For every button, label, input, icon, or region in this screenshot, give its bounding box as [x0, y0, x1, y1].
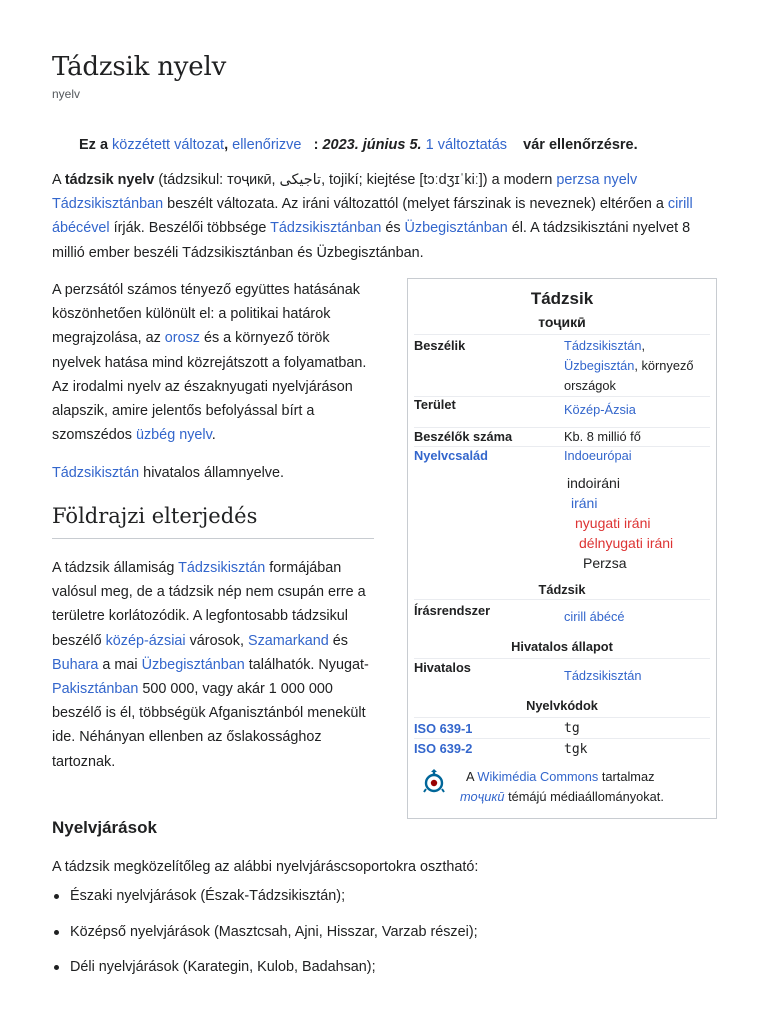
link-irani[interactable]: iráni [571, 495, 598, 511]
link-indoeuropai[interactable]: Indoeurópai [564, 448, 632, 463]
link-uzbegisztan-ib[interactable]: Üzbegisztán [564, 358, 635, 373]
infobox-title: Tádzsik [530, 289, 594, 308]
infobox-row-area: Terület Közép-Ázsia [414, 396, 710, 430]
section-heading-geography: Földrajzi elterjedés [52, 504, 374, 539]
link-uzbeg-nyelv[interactable]: üzbég nyelv [135, 427, 212, 444]
infobox-row-iso1: ISO 639-1 tg [414, 717, 710, 738]
infobox-row-script: Írásrendszer cirill ábécé [414, 599, 710, 630]
link-nyugati-irani[interactable]: nyugati iráni [575, 515, 651, 531]
tree-level-1: indoiráni [567, 475, 620, 491]
infobox-row-iso2: ISO 639-2 tgk [414, 738, 710, 759]
published-version-link[interactable]: közzétett változat [112, 137, 225, 153]
list-item: Déli nyelvjárások (Karategin, Kulob, Badahsan); [52, 955, 478, 991]
infobox-row-official: Hivatalos Tádzsikisztán [414, 658, 710, 695]
link-iso-639-1[interactable]: ISO 639-1 [414, 721, 473, 736]
link-uzbegisztanban[interactable]: Üzbegisztánban [404, 220, 508, 237]
infobox-row-spoken: Beszélik Tádzsikisztán, Üzbegisztán, környező országok [414, 334, 710, 397]
dialects-list [52, 884, 478, 991]
link-tadzsikisztanban-2[interactable]: Tádzsikisztánban [270, 220, 382, 237]
link-perzsa-nyelv[interactable]: perzsa nyelv [556, 172, 638, 188]
link-kozep-azsiai[interactable]: közép-ázsiai [105, 632, 186, 649]
wikimedia-commons-icon[interactable] [422, 769, 446, 795]
review-notice: Ez a közzétett változat, ellenőrizve : 2023. június 5. 1 változtatás vár ellenőrzésre. [79, 137, 638, 153]
link-wikimedia-commons[interactable]: Wikimédia Commons [477, 769, 599, 784]
tree-language-name: Tádzsik [538, 582, 586, 597]
link-delnyugati-irani[interactable]: délnyugati iráni [579, 535, 674, 551]
commons-notice: A Wikimédia Commons tartalmaz тоҷикӣ témájú médiaállományokat. [460, 769, 664, 804]
list-item: Középső nyelvjárások (Masztcsah, Ajni, Hisszar, Varzab részei); [52, 920, 478, 956]
link-buhara[interactable]: Buhara [52, 656, 99, 673]
link-tadzsikisztan[interactable]: Tádzsikisztán [52, 465, 140, 481]
link-nyelvcsalad[interactable]: Nyelvcsalád [414, 448, 488, 463]
changes-link[interactable]: 1 változtatás [425, 137, 508, 153]
link-cirill-abece-ib[interactable]: cirill ábécé [564, 609, 625, 624]
link-commons-topic[interactable]: тоҷикӣ [460, 789, 505, 804]
list-item: Északi nyelvjárások (Észak-Tádzsikisztán); [52, 884, 478, 920]
infobox-row-speakers: Beszélők száma Kb. 8 millió fő [414, 427, 710, 448]
infobox-row-family [414, 446, 710, 467]
review-date: 2023. június 5. [322, 137, 422, 153]
page-title: Tádzsik nyelv [52, 52, 227, 82]
official-paragraph: Tádzsikisztán hivatalos államnyelve. [52, 465, 284, 481]
link-tadzsikisztan-official[interactable]: Tádzsikisztán [564, 668, 642, 683]
section-heading-dialects: Nyelvjárások [52, 818, 157, 837]
link-cirill-abece[interactable]: cirill ábécével [52, 196, 693, 237]
geography-paragraph: A tádzsik államiság Tádzsikisztán formájában valósul meg, de a tádzsik nép nem csupán erre a területre korlátozódik. A legfontosabb tádzsikul beszélő közép-ázsiai városok, Szamarkand és Buhara a mai Üzbegisztánban találhatók. Nyugat-Pakisztánban 500 000, vagy akár 1 000 000 beszélő is él, többségük Afganisztánból menekült ide. Néhányan ellenben az őslakossághoz tartoznak. [52, 560, 369, 770]
checked-link[interactable]: ellenőrizve [232, 137, 302, 153]
history-paragraph: A perzsától számos tényező együttes hatásának köszönhetően különült el: a politikai határok megrajzolása, az orosz és a környező török nyelvek hatása mind közrejátszott a folyamatban. Az irodalmi nyelv az északnyugati nyelvjáráson alapszik, amire jelentős befolyással bírt a szomszédos üzbég nyelv. [52, 282, 367, 444]
link-orosz[interactable]: orosz [164, 330, 200, 347]
tree-level-5: Perzsa [583, 555, 627, 571]
language-infobox [407, 278, 717, 819]
link-tadzsikisztan-ib[interactable]: Tádzsikisztán [564, 338, 642, 353]
link-kozep-azsia[interactable]: Közép-Ázsia [564, 402, 636, 417]
dialects-intro: A tádzsik megközelítőleg az alábbi nyelvjáráscsoportokra osztható: [52, 859, 479, 875]
language-codes-header: Nyelvkódok [526, 698, 598, 713]
link-szamarkand[interactable]: Szamarkand [248, 632, 329, 649]
link-tadzsikisztanban[interactable]: Tádzsikisztánban [52, 196, 164, 213]
official-status-header: Hivatalos állapot [511, 639, 613, 654]
link-uzbegisztanban-2[interactable]: Üzbegisztánban [141, 656, 245, 673]
link-tadzsikisztan-2[interactable]: Tádzsikisztán [178, 560, 266, 576]
intro-paragraph: A tádzsik nyelv (tádzsikul: тоҷикӣ, تاجیکی, tojikí; kiejtése [tɔːdʒɪˈkiː]) a modern perzsa nyelv Tádzsikisztánban beszélt változata. Az iráni változattól (melyet fárszinak is neveznek) eltérően a cirill ábécével írják. Beszélői többsége Tádzsikisztánban és Üzbegisztánban él. A tádzsikisztáni nyelvet 8 millió ember beszéli Tádzsikisztánban és Üzbegisztánban. [52, 172, 693, 261]
infobox-native-name: тоҷикӣ [538, 314, 586, 330]
page-subtitle: nyelv [52, 87, 81, 101]
link-iso-639-2[interactable]: ISO 639-2 [414, 741, 473, 756]
link-pakisztanban[interactable]: Pakisztánban [52, 681, 139, 698]
